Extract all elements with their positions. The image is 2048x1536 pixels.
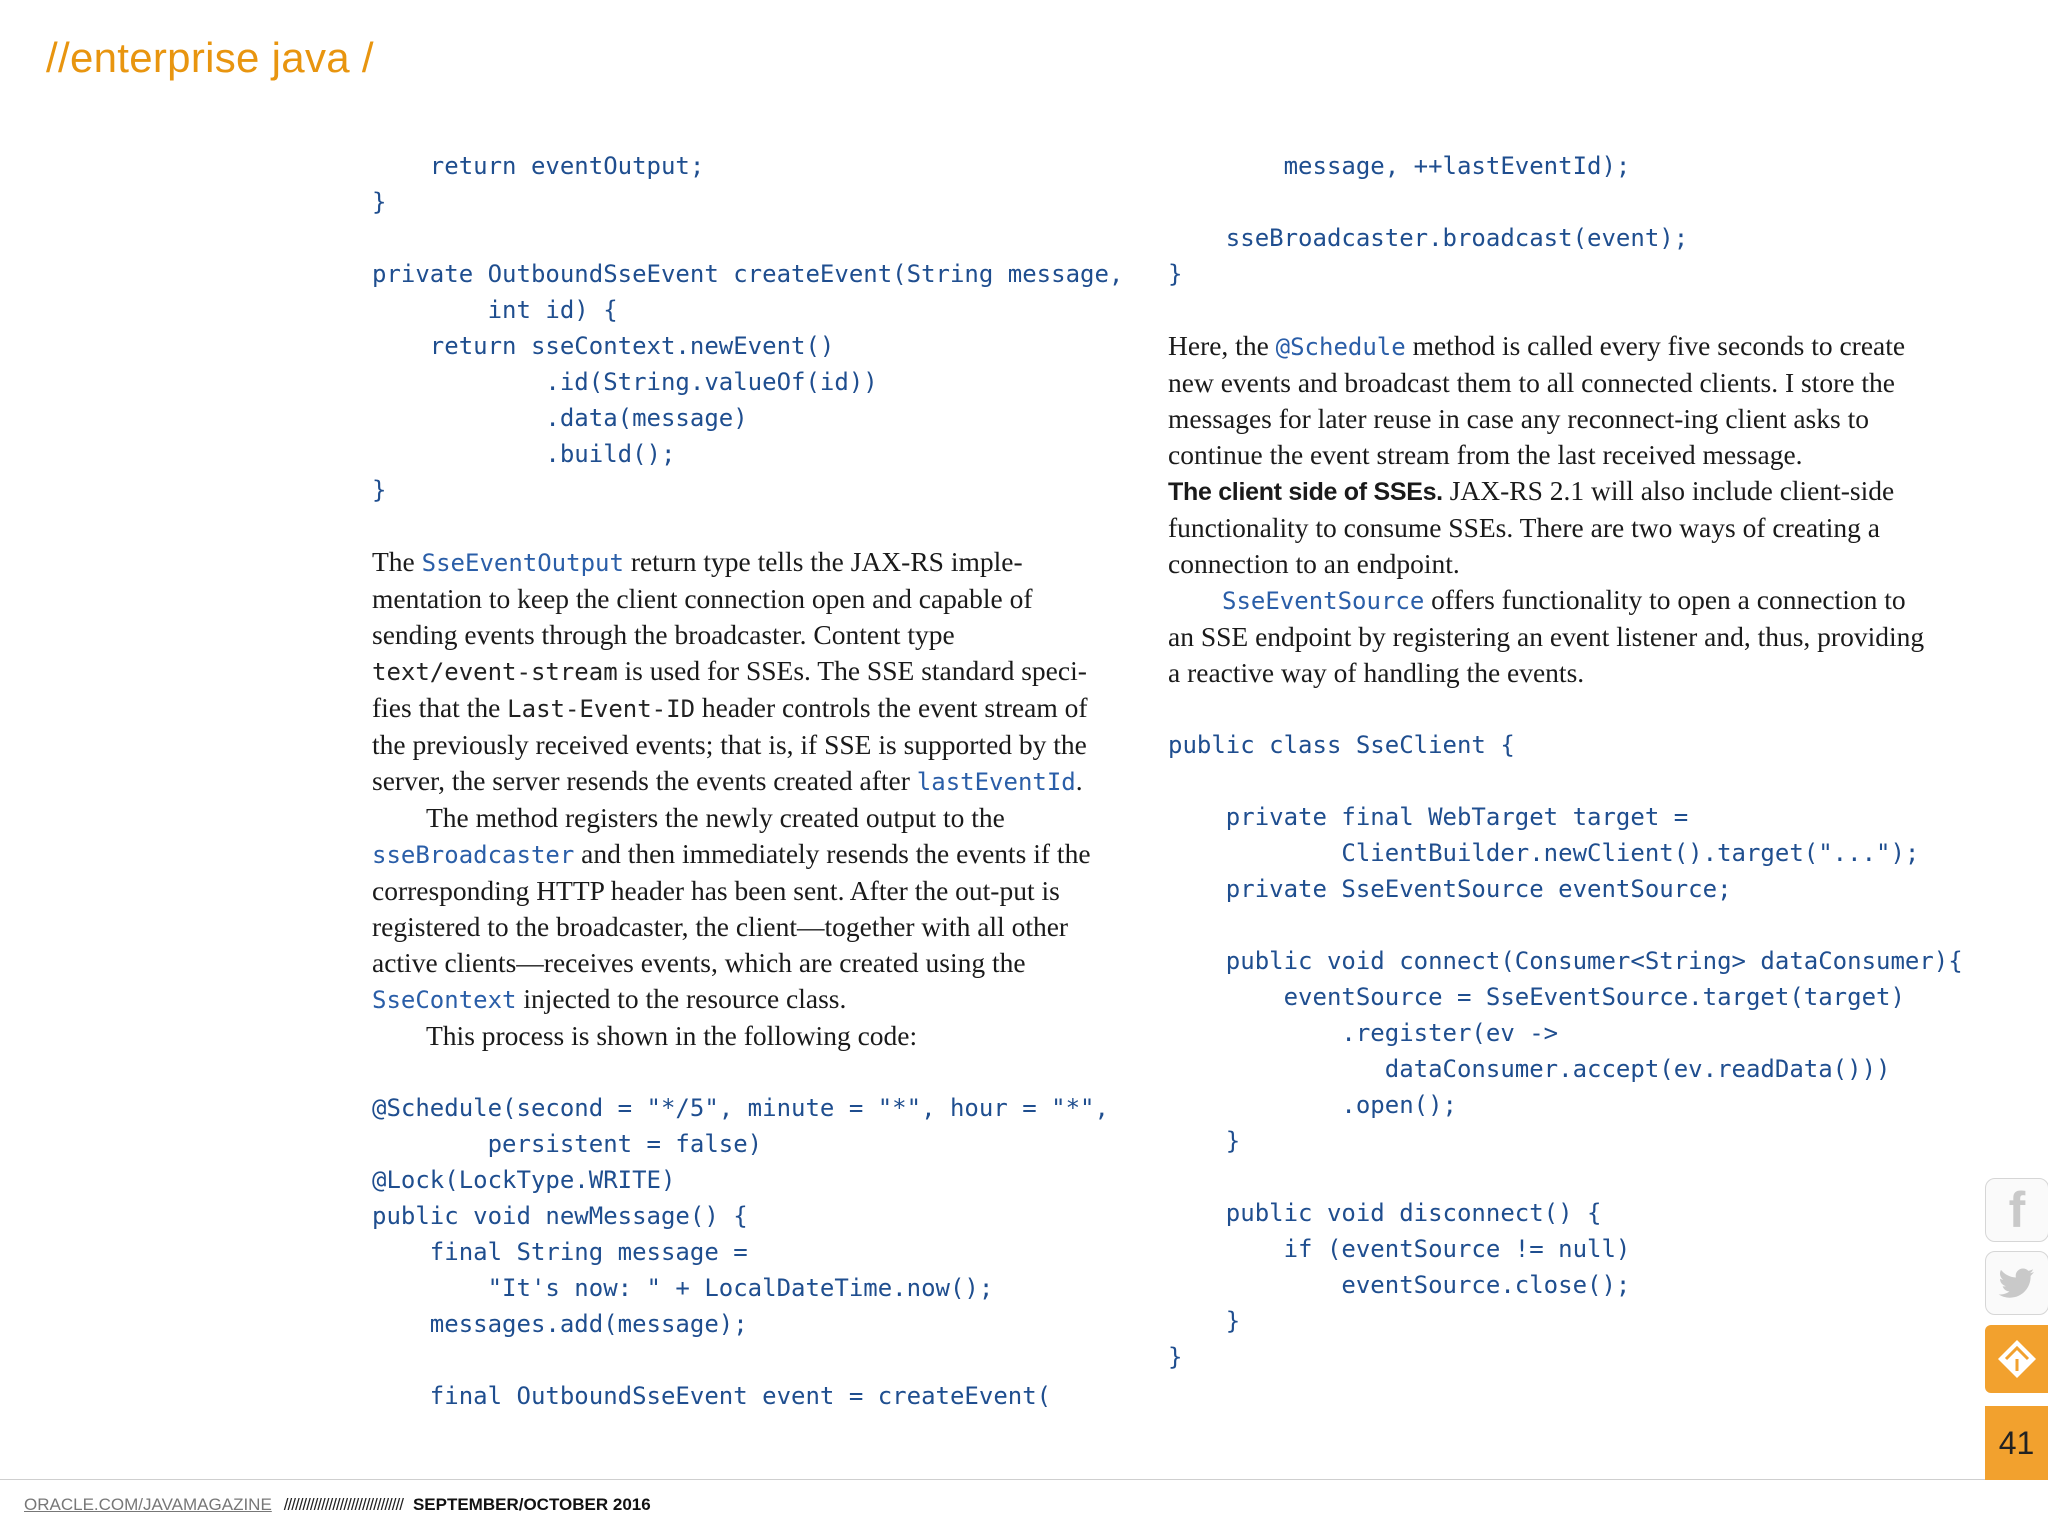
code-block-new-message: @Schedule(second = "*/5", minute = "*", hour = "*", persistent = false) @Lock(LockType.WRITE) public void newMessage() { final String message = "It's now: " + LocalDateTime.now(); messages.add(message); final OutboundSseEvent event = createEvent(	[372, 1094, 1109, 1410]
twitter-bird-glyph	[1998, 1267, 2036, 1299]
section-title: //enterprise java /	[46, 34, 374, 81]
paragraph-sse-event-source: SseEventSource offers functionality to open a connection to an SSE endpoint by registering an event listener and, thus, providing a reactive way of handling the events.	[1168, 584, 1925, 688]
code-block-sse-client: public class SseClient { private final WebTarget target = ClientBuilder.newClient().target("..."); private SseEventSource eventSource; public void connect(Consumer<String> dataConsumer){ eventSource = SseEventSource.target(target) .register(ev -> dataConsumer.accept(ev.readData())) .open(); } public void disconnect() { if (eventSource != null) eventSource.close(); } }	[1168, 731, 1963, 1371]
paragraph-client-side: The client side of SSEs. JAX-RS 2.1 will also include client-side functionality to consume SSEs. There are two ways of creating a connection to an endpoint.	[1168, 475, 1895, 579]
paragraph-sse-event-output: The SseEventOutput return type tells the JAX-RS imple-mentation to keep the client connection open and capable of sending events through the broadcaster. Content type text/event-stream is used for SSEs. The SSE standard speci-fies that the Last-Event-ID header controls the event stream of the previously received events; that is, if SSE is supported by the server, the server resends the events created after lastEventId.	[372, 546, 1088, 796]
inline-code: sseBroadcaster	[372, 841, 575, 869]
page-number: 41	[1985, 1406, 2048, 1480]
footer	[24, 1495, 651, 1515]
inline-code: @Schedule	[1275, 333, 1406, 361]
paragraph-registers-output: The method registers the newly created output to the sseBroadcaster and then immediately resends the events if the corresponding HTTP header has been sent. After the out-put is registered to the broadcaster, the client—together with all other active clients—receives events, which are created using the SseContext injected to the resource class.	[372, 802, 1091, 1014]
paragraph-schedule-method: Here, the @Schedule method is called every five seconds to create new events and broadcast them to all connected clients. I store the messages for later reuse in case any reconnect-ing client asks to continue the event stream from the last received message.	[1168, 330, 1906, 470]
inline-code: SseEventSource	[1222, 587, 1425, 615]
footer-slashes: ////////////////////////////////	[283, 1495, 403, 1514]
email-glyph	[1995, 1337, 2039, 1381]
run-in-heading: The client side of SSEs.	[1168, 478, 1443, 506]
right-column	[1168, 148, 1963, 1375]
site-link[interactable]: ORACLE.COM/JAVAMAGAZINE	[24, 1495, 272, 1514]
inline-code: Last-Event-ID	[507, 695, 696, 723]
paragraph-process-shown: This process is shown in the following code:	[426, 1020, 918, 1051]
footer-divider	[0, 1479, 2048, 1480]
email-icon[interactable]	[1985, 1325, 2048, 1393]
inline-code: text/event-stream	[372, 658, 618, 686]
code-block-broadcast: message, ++lastEventId); sseBroadcaster.broadcast(event); }	[1168, 152, 1689, 288]
inline-code: lastEventId	[916, 768, 1076, 796]
inline-code: SseEventOutput	[421, 549, 624, 577]
twitter-icon[interactable]	[1985, 1251, 2048, 1315]
inline-code: SseContext	[372, 986, 517, 1014]
code-block-create-event: return eventOutput; } private OutboundSseEvent createEvent(String message, int id) { return sseContext.newEvent() .id(String.valueOf(id)) .data(message) .build(); }	[372, 152, 1124, 504]
left-column	[372, 148, 1124, 1414]
issue-date: SEPTEMBER/OCTOBER 2016	[412, 1495, 651, 1514]
facebook-icon[interactable]: f	[1985, 1178, 2048, 1242]
